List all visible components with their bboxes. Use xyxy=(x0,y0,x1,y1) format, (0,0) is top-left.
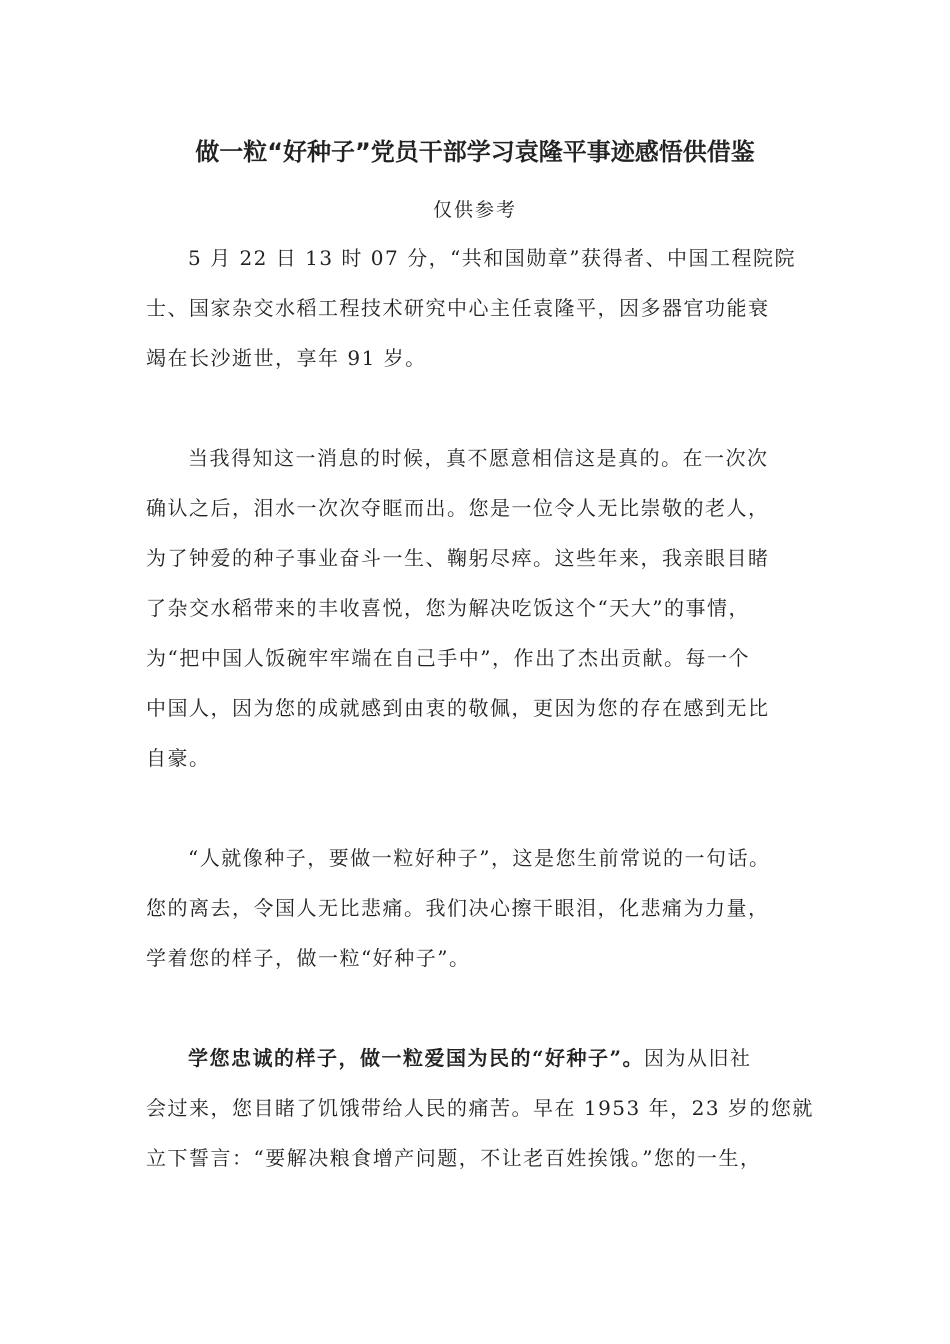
document-title: 做一粒“好种子”党员干部学习袁隆平事迹感悟供借鉴 xyxy=(195,138,755,166)
paragraph-2-line-5: 为“把中国人饭碗牢牢端在自己手中”，作出了杰出贡献。每一个 xyxy=(146,646,750,670)
paragraph-4-line-3: 立下誓言：“要解决粮食增产问题，不让老百姓挨饿。”您的一生， xyxy=(146,1146,762,1170)
paragraph-1-line-3: 竭在长沙逝世，享年 91 岁。 xyxy=(146,346,427,370)
paragraph-4-bold-lead: 学您忠诚的样子，做一粒爱国为民的“好种子”。 xyxy=(188,1046,645,1070)
paragraph-2-line-3: 为了钟爱的种子事业奋斗一生、鞠躬尽瘁。这些年来，我亲眼目睹 xyxy=(146,546,770,570)
paragraph-2-line-6: 中国人，因为您的成就感到由衷的敬佩，更因为您的存在感到无比 xyxy=(146,696,770,720)
paragraph-3-line-2: 您的离去，令国人无比悲痛。我们决心擦干眼泪，化悲痛为力量， xyxy=(146,896,770,920)
paragraph-1-line-2: 士、国家杂交水稻工程技术研究中心主任袁隆平，因多器官功能衰 xyxy=(146,296,770,320)
paragraph-2-line-7: 自豪。 xyxy=(146,746,211,770)
paragraph-4-line-2: 会过来，您目睹了饥饿带给人民的痛苦。早在 1953 年，23 岁的您就 xyxy=(146,1096,814,1120)
paragraph-4-lead-rest: 因为从旧社 xyxy=(644,1046,752,1070)
paragraph-2-line-4: 了杂交水稻带来的丰收喜悦，您为解决吃饭这个“天大”的事情， xyxy=(146,596,750,620)
document-subtitle: 仅供参考 xyxy=(432,199,517,221)
paragraph-2-line-1: 当我得知这一消息的时候，真不愿意相信这是真的。在一次次 xyxy=(188,446,769,470)
paragraph-2-line-2: 确认之后，泪水一次次夺眶而出。您是一位令人无比崇敬的老人， xyxy=(146,496,770,520)
paragraph-3-line-1: “人就像种子，要做一粒好种子”，这是您生前常说的一句话。 xyxy=(188,846,771,870)
paragraph-1-line-1: 5 月 22 日 13 时 07 分，“共和国勋章”获得者、中国工程院院 xyxy=(188,246,797,270)
paragraph-3-line-3: 学着您的样子，做一粒“好种子”。 xyxy=(146,946,471,970)
paragraph-4-line-1 xyxy=(188,1043,752,1073)
